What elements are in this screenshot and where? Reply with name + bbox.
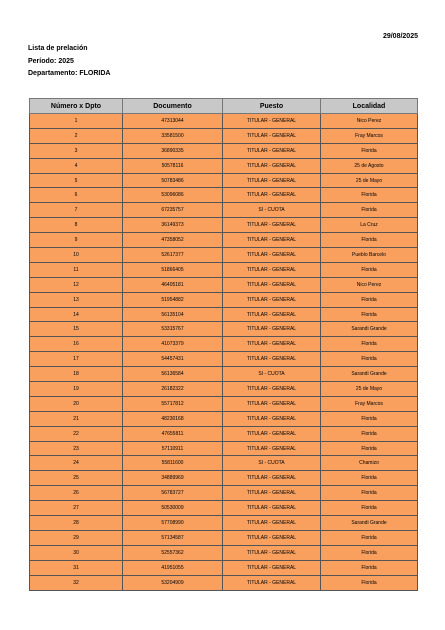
table-row — [30, 114, 418, 129]
cell-document: 57110911 — [123, 441, 223, 456]
cell-document: 33581500 — [123, 128, 223, 143]
cell-position: TITULAR - GENERAL — [223, 516, 321, 531]
cell-locality: Florida — [321, 441, 418, 456]
cell-locality: 25 de Agosto — [321, 158, 418, 173]
cell-document: 67235757 — [123, 203, 223, 218]
cell-locality: Florida — [321, 530, 418, 545]
cell-position: TITULAR - GENERAL — [223, 441, 321, 456]
cell-number: 10 — [30, 248, 123, 263]
table-row — [30, 501, 418, 516]
table-header-row — [30, 99, 418, 114]
cell-position: TITULAR - GENERAL — [223, 114, 321, 129]
table-row — [30, 516, 418, 531]
cell-document: 36890335 — [123, 143, 223, 158]
cell-number: 3 — [30, 143, 123, 158]
cell-document: 41951055 — [123, 560, 223, 575]
cell-document: 55717812 — [123, 396, 223, 411]
cell-locality: Florida — [321, 203, 418, 218]
table-row — [30, 307, 418, 322]
cell-document: 41073379 — [123, 337, 223, 352]
table-row — [30, 248, 418, 263]
cell-position: TITULAR - GENERAL — [223, 248, 321, 263]
department-label: Departamento: FLORIDA — [28, 70, 111, 77]
cell-locality: Florida — [321, 352, 418, 367]
table-row — [30, 337, 418, 352]
cell-document: 52557362 — [123, 545, 223, 560]
cell-document: 46405181 — [123, 277, 223, 292]
cell-number: 8 — [30, 218, 123, 233]
cell-document: 26182322 — [123, 382, 223, 397]
cell-number: 27 — [30, 501, 123, 516]
cell-number: 5 — [30, 173, 123, 188]
cell-document: 47655811 — [123, 426, 223, 441]
cell-document: 50530009 — [123, 501, 223, 516]
cell-number: 21 — [30, 411, 123, 426]
report-date: 29/08/2025 — [382, 33, 418, 40]
cell-position: TITULAR - GENERAL — [223, 173, 321, 188]
cell-document: 48230168 — [123, 411, 223, 426]
cell-position: TITULAR - GENERAL — [223, 143, 321, 158]
cell-locality: Fray Marcos — [321, 128, 418, 143]
cell-locality: Florida — [321, 411, 418, 426]
cell-position: TITULAR - GENERAL — [223, 277, 321, 292]
table-row — [30, 426, 418, 441]
table-row — [30, 143, 418, 158]
cell-number: 30 — [30, 545, 123, 560]
cell-number: 24 — [30, 456, 123, 471]
cell-number: 18 — [30, 367, 123, 382]
cell-document: 57134587 — [123, 530, 223, 545]
cell-position: TITULAR - GENERAL — [223, 233, 321, 248]
cell-document: 53204909 — [123, 575, 223, 590]
cell-number: 2 — [30, 128, 123, 143]
table-row — [30, 441, 418, 456]
table-row — [30, 128, 418, 143]
cell-number: 12 — [30, 277, 123, 292]
cell-number: 19 — [30, 382, 123, 397]
cell-locality: Florida — [321, 486, 418, 501]
cell-locality: Florida — [321, 501, 418, 516]
cell-number: 29 — [30, 530, 123, 545]
cell-locality: Florida — [321, 575, 418, 590]
column-header-number: Número x Dpto — [30, 99, 123, 114]
cell-position: TITULAR - GENERAL — [223, 382, 321, 397]
table-row — [30, 352, 418, 367]
cell-locality: Sarandi Grande — [321, 516, 418, 531]
cell-locality: Florida — [321, 560, 418, 575]
cell-document: 50578116 — [123, 158, 223, 173]
table-row — [30, 411, 418, 426]
table-row — [30, 575, 418, 590]
cell-document: 53315767 — [123, 322, 223, 337]
table-row — [30, 158, 418, 173]
cell-number: 25 — [30, 471, 123, 486]
cell-number: 6 — [30, 188, 123, 203]
cell-position: TITULAR - GENERAL — [223, 426, 321, 441]
cell-number: 28 — [30, 516, 123, 531]
cell-number: 15 — [30, 322, 123, 337]
cell-locality: Florida — [321, 545, 418, 560]
cell-position: TITULAR - GENERAL — [223, 501, 321, 516]
cell-locality: Florida — [321, 233, 418, 248]
cell-document: 51954882 — [123, 292, 223, 307]
table-row — [30, 292, 418, 307]
cell-position: TITULAR - GENERAL — [223, 218, 321, 233]
column-header-document: Documento — [123, 99, 223, 114]
cell-document: 47358052 — [123, 233, 223, 248]
cell-position: TITULAR - GENERAL — [223, 575, 321, 590]
cell-locality: Florida — [321, 307, 418, 322]
cell-number: 26 — [30, 486, 123, 501]
cell-number: 17 — [30, 352, 123, 367]
cell-position: TITULAR - GENERAL — [223, 307, 321, 322]
cell-position: TITULAR - GENERAL — [223, 337, 321, 352]
period-label: Período: 2025 — [28, 58, 74, 65]
cell-number: 4 — [30, 158, 123, 173]
cell-number: 16 — [30, 337, 123, 352]
cell-number: 31 — [30, 560, 123, 575]
table-row — [30, 530, 418, 545]
cell-document: 52617377 — [123, 248, 223, 263]
table-row — [30, 277, 418, 292]
cell-number: 14 — [30, 307, 123, 322]
table-row — [30, 188, 418, 203]
cell-document: 56783727 — [123, 486, 223, 501]
cell-document: 56135104 — [123, 307, 223, 322]
table-row — [30, 218, 418, 233]
cell-position: SI - CUOTA — [223, 203, 321, 218]
cell-locality: Chamizo — [321, 456, 418, 471]
cell-position: TITULAR - GENERAL — [223, 352, 321, 367]
table-row — [30, 545, 418, 560]
table-row — [30, 560, 418, 575]
cell-position: TITULAR - GENERAL — [223, 545, 321, 560]
cell-position: TITULAR - GENERAL — [223, 128, 321, 143]
cell-locality: Florida — [321, 426, 418, 441]
priority-list-table — [29, 98, 418, 591]
cell-locality: Florida — [321, 262, 418, 277]
cell-position: TITULAR - GENERAL — [223, 560, 321, 575]
cell-position: TITULAR - GENERAL — [223, 188, 321, 203]
cell-document: 51866405 — [123, 262, 223, 277]
cell-locality: Florida — [321, 143, 418, 158]
column-header-locality: Localidad — [321, 99, 418, 114]
table-row — [30, 173, 418, 188]
cell-number: 20 — [30, 396, 123, 411]
cell-number: 9 — [30, 233, 123, 248]
cell-document: 53096086 — [123, 188, 223, 203]
table-body — [30, 114, 418, 591]
cell-locality: Florida — [321, 471, 418, 486]
cell-locality: Florida — [321, 188, 418, 203]
cell-document: 56136584 — [123, 367, 223, 382]
cell-locality: Florida — [321, 337, 418, 352]
cell-document: 34889969 — [123, 471, 223, 486]
cell-number: 11 — [30, 262, 123, 277]
cell-position: TITULAR - GENERAL — [223, 292, 321, 307]
cell-locality: Nico Perez — [321, 277, 418, 292]
cell-number: 7 — [30, 203, 123, 218]
cell-locality: Sarandi Grande — [321, 322, 418, 337]
cell-position: TITULAR - GENERAL — [223, 486, 321, 501]
cell-number: 13 — [30, 292, 123, 307]
table-row — [30, 322, 418, 337]
table-row — [30, 203, 418, 218]
cell-document: 57708990 — [123, 516, 223, 531]
cell-position: TITULAR - GENERAL — [223, 262, 321, 277]
table-row — [30, 367, 418, 382]
cell-locality: Florida — [321, 292, 418, 307]
cell-locality: La Cruz — [321, 218, 418, 233]
table-row — [30, 382, 418, 397]
cell-document: 54457431 — [123, 352, 223, 367]
cell-number: 22 — [30, 426, 123, 441]
cell-position: SI - CUOTA — [223, 367, 321, 382]
cell-locality: 25 de Mayo — [321, 382, 418, 397]
cell-document: 47313044 — [123, 114, 223, 129]
table-row — [30, 471, 418, 486]
cell-position: TITULAR - GENERAL — [223, 396, 321, 411]
table-row — [30, 486, 418, 501]
cell-locality: Nico Perez — [321, 114, 418, 129]
table-row — [30, 456, 418, 471]
cell-position: TITULAR - GENERAL — [223, 158, 321, 173]
cell-document: 50783486 — [123, 173, 223, 188]
cell-position: TITULAR - GENERAL — [223, 322, 321, 337]
cell-locality: Fray Marcos — [321, 396, 418, 411]
cell-document: 55811600 — [123, 456, 223, 471]
page-title: Lista de prelación — [28, 45, 88, 52]
cell-locality: Pueblo Barcelo — [321, 248, 418, 263]
cell-position: TITULAR - GENERAL — [223, 471, 321, 486]
column-header-position: Puesto — [223, 99, 321, 114]
table-row — [30, 233, 418, 248]
cell-position: TITULAR - GENERAL — [223, 411, 321, 426]
cell-locality: Sarandi Grande — [321, 367, 418, 382]
table-row — [30, 396, 418, 411]
cell-number: 1 — [30, 114, 123, 129]
cell-locality: 25 de Mayo — [321, 173, 418, 188]
cell-position: SI - CUOTA — [223, 456, 321, 471]
cell-number: 32 — [30, 575, 123, 590]
table-row — [30, 262, 418, 277]
cell-number: 23 — [30, 441, 123, 456]
cell-position: TITULAR - GENERAL — [223, 530, 321, 545]
cell-document: 36149373 — [123, 218, 223, 233]
